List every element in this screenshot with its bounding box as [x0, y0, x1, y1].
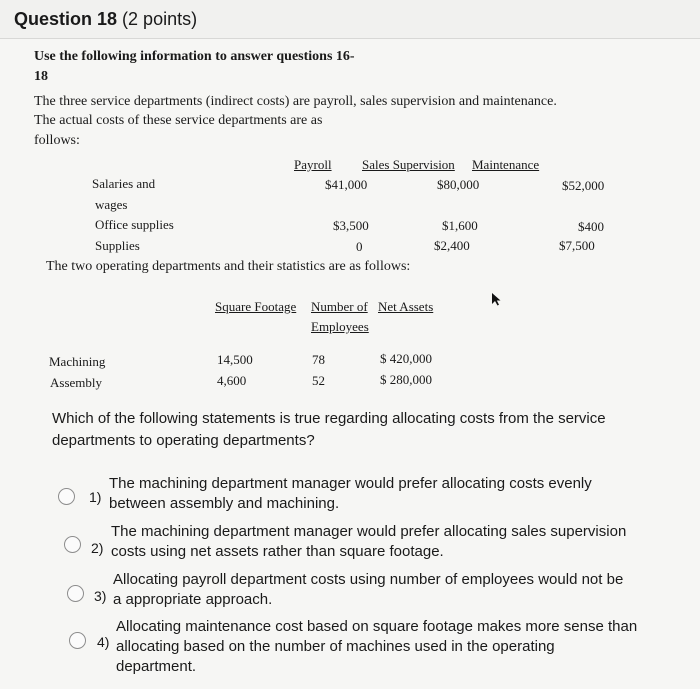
cell-office-payroll: $3,500	[333, 218, 369, 233]
instruction-line-1: Use the following information to answer questions 16-	[34, 49, 355, 64]
question-title	[14, 9, 197, 30]
option-3-label[interactable]: Allocating payroll department costs using number of employees would not be a appropriate approach.	[113, 571, 624, 608]
radio-button-4[interactable]	[69, 632, 86, 649]
header-number-of: Number of	[311, 299, 368, 314]
question-text: Which of the following statements is true regarding allocating costs from the service departments to operating departments?	[52, 410, 606, 449]
radio-button-3[interactable]	[67, 585, 84, 602]
operating-intro: The two operating departments and their statistics are as follows:	[46, 259, 411, 274]
cell-machining-employees: 78	[312, 352, 325, 367]
cell-machining-sqft: 14,500	[217, 352, 253, 367]
question-points: (2 points)	[122, 9, 198, 29]
row-label-machining: Machining	[49, 354, 106, 369]
option-3-number: 3)	[94, 588, 107, 604]
instruction-line-2: 18	[34, 69, 48, 84]
option-2-label[interactable]: The machining department manager would prefer allocating sales supervision costs using net assets rather than square footage.	[111, 523, 627, 560]
row-label-wages: wages	[95, 197, 128, 212]
cell-machining-assets: $ 420,000	[380, 351, 432, 366]
radio-button-2[interactable]	[64, 536, 81, 553]
question-number: Question 18	[14, 9, 118, 29]
cell-assembly-employees: 52	[312, 373, 325, 388]
row-label-salaries: Salaries and	[92, 176, 156, 191]
mouse-pointer-icon	[490, 292, 502, 306]
option-1-number: 1)	[89, 489, 102, 505]
option-2-number: 2)	[91, 540, 104, 556]
cell-salaries-payroll: $41,000	[325, 177, 368, 192]
radio-button-1[interactable]	[58, 488, 75, 505]
cell-salaries-maintenance: $52,000	[562, 178, 605, 193]
row-label-supplies: Supplies	[95, 238, 140, 253]
header-employees: Employees	[311, 319, 369, 334]
header-net-assets: Net Assets	[378, 299, 434, 314]
header-payroll: Payroll	[294, 157, 332, 172]
cell-supplies-maintenance: $7,500	[559, 238, 595, 253]
instruction-line-3: The three service departments (indirect costs) are payroll, sales supervision and maintenance.	[34, 94, 557, 109]
instruction-line-5: follows:	[34, 133, 80, 148]
cell-assembly-assets: $ 280,000	[380, 372, 432, 387]
option-1-label[interactable]: The machining department manager would prefer allocating costs evenly between assembly and machining.	[109, 475, 592, 512]
instruction-line-4: The actual costs of these service departments are as	[34, 113, 323, 128]
cell-salaries-sales: $80,000	[437, 177, 480, 192]
cell-supplies-sales: $2,400	[434, 238, 470, 253]
cell-assembly-sqft: 4,600	[217, 373, 247, 388]
cell-office-sales: $1,600	[442, 218, 478, 233]
header-maintenance: Maintenance	[472, 157, 540, 172]
row-label-assembly: Assembly	[50, 375, 102, 390]
header-square-footage: Square Footage	[215, 299, 297, 314]
option-4-label[interactable]: Allocating maintenance cost based on square footage makes more sense than allocating based on the number of machines used in the operating department.	[116, 618, 638, 675]
question-header	[0, 0, 700, 39]
option-4-number: 4)	[97, 634, 110, 650]
row-label-office-supplies: Office supplies	[95, 217, 174, 232]
cell-supplies-payroll: 0	[356, 239, 363, 254]
cell-office-maintenance: $400	[578, 219, 604, 234]
header-sales-supervision: Sales Supervision	[362, 157, 455, 172]
